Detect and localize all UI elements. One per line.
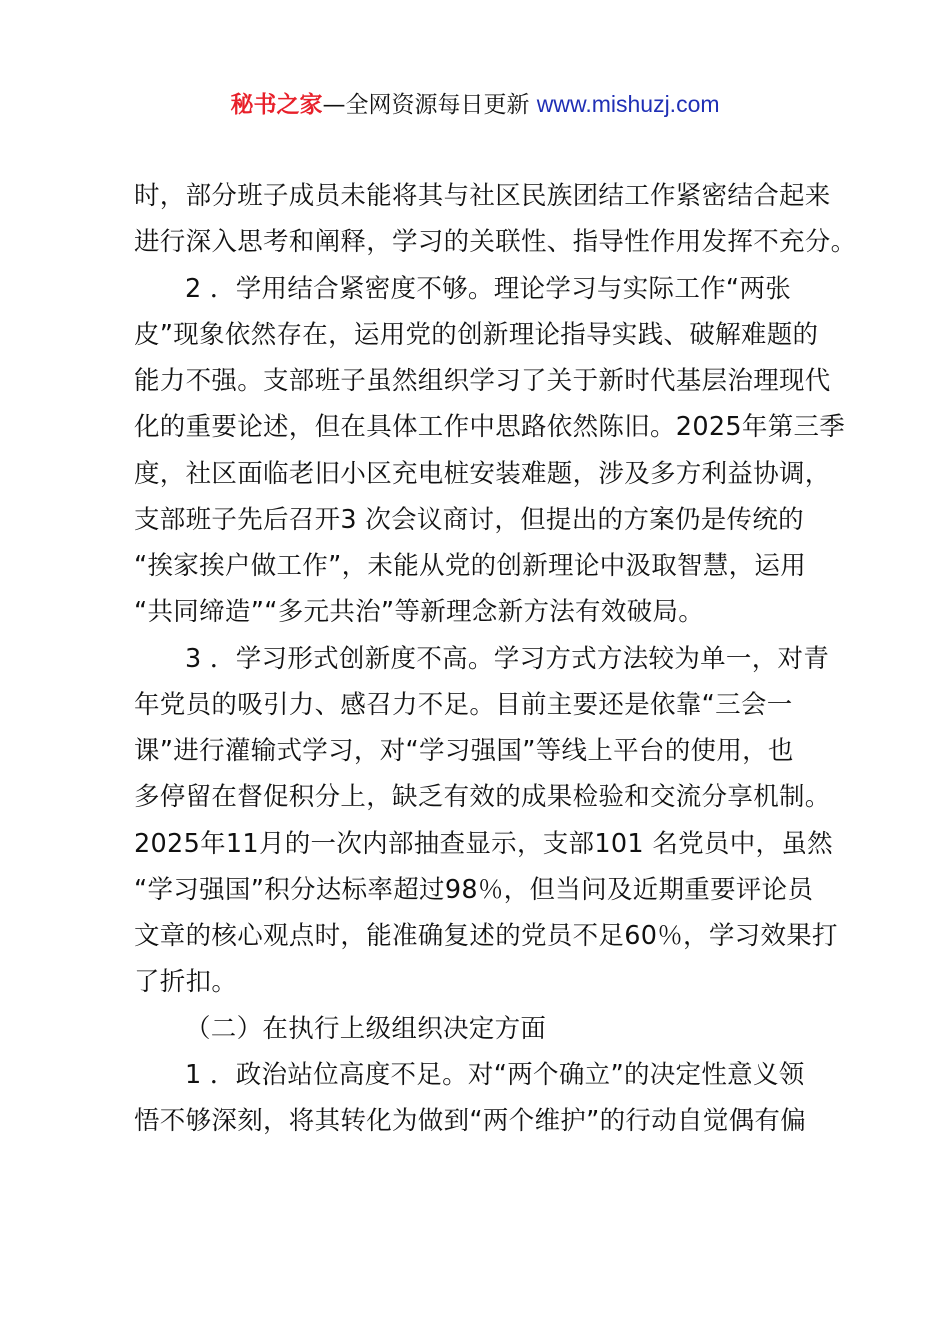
header-tagline: —全网资源每日更新 — [322, 92, 530, 118]
text-line: “学习强国”积分达标率超过98％，但当问及近期重要评论员 — [134, 874, 814, 905]
text-line: 时，部分班子成员未能将其与社区民族团结工作紧密结合起来 — [134, 181, 831, 211]
text-line: 进行深入思考和阐释，学习的关联性、指导性作用发挥不充分。 — [134, 227, 857, 258]
paragraph-start-line: 2 ．学用结合紧密度不够。理论学习与实际工作“两张 — [185, 273, 792, 304]
text-line: 2025年11月的一次内部抽查显示，支部101 名党员中，虽然 — [134, 828, 833, 859]
text-line: 化的重要论述，但在具体工作中思路依然陈旧。2025年第三季 — [134, 412, 846, 443]
site-header — [0, 86, 950, 123]
document-body — [134, 173, 857, 1144]
text-line: 年党员的吸引力、感召力不足。目前主要还是依靠“三会一 — [134, 689, 793, 720]
text-line: “挨家挨户做工作”，未能从党的创新理论中汲取智慧，运用 — [134, 551, 807, 581]
text-line: 文章的核心观点时，能准确复述的党员不足60％，学习效果打 — [134, 921, 838, 951]
text-line: 度，社区面临老旧小区充电桩安装难题，涉及多方利益协调， — [134, 458, 831, 489]
text-line: 支部班子先后召开3 次会议商讨，但提出的方案仍是传统的 — [134, 504, 804, 535]
paragraph-start-line: 1 ．政治站位高度不足。对“两个确立”的决定性意义领 — [185, 1059, 805, 1090]
text-line: 多停留在督促积分上，缺乏有效的成果检验和交流分享机制。 — [134, 782, 831, 813]
text-line: 了折扣。 — [134, 967, 238, 998]
brand-name: 秘书之家 — [230, 92, 323, 118]
paragraph-start-line: 3 ．学习形式创新度不高。学习方式方法较为单一，对青 — [185, 643, 830, 674]
text-line: 悟不够深刻，将其转化为做到“两个维护”的行动自觉偶有偏 — [134, 1106, 807, 1136]
site-url-link[interactable]: www.mishuzj.com — [536, 91, 720, 117]
section-heading: （二）在执行上级组织决定方面 — [185, 1013, 547, 1044]
text-line: “共同缔造”“多元共治”等新理念新方法有效破局。 — [134, 597, 705, 628]
text-line: 课”进行灌输式学习，对“学习强国”等线上平台的使用，也 — [134, 736, 794, 766]
text-line: 皮”现象依然存在，运用党的创新理论指导实践、破解难题的 — [134, 319, 819, 350]
text-line: 能力不强。支部班子虽然组织学习了关于新时代基层治理现代 — [134, 366, 831, 396]
